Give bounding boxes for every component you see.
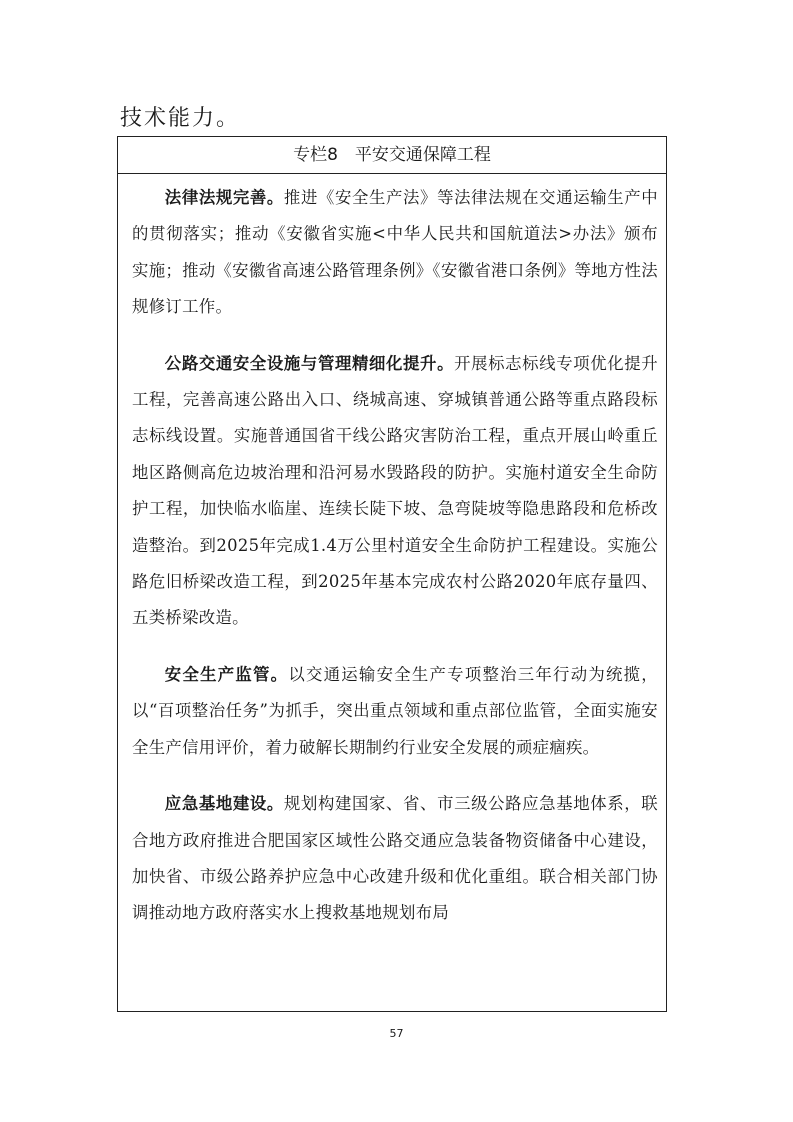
lead-text: 技术能力。 <box>120 106 241 131</box>
paragraph-heading: 应急基地建设。 <box>164 794 284 814</box>
paragraph-text: 推进《安全生产法》等法律法规在交通运输生产中的贯彻落实；推动《安徽省实施<中华人民共和国航道法>办法》颁布实施；推动《安徽省高速公路管理条例》《安徽省港口条例》等地方性法规修订工作。 <box>132 188 658 317</box>
column-body <box>118 174 658 932</box>
paragraph-heading: 安全生产监管。 <box>164 664 289 684</box>
paragraph-road-safety <box>132 346 658 637</box>
paragraph-text: 规划构建国家、省、市三级公路应急基地体系，联合地方政府推进合肥国家区域性公路交通应急装备物资储备中心建设，加快省、市级公路养护应急中心改建升级和优化重组。联合相关部门协调推动地方政府落实水上搜救基地规划布局 <box>132 794 658 923</box>
paragraph-text: 以交通运输安全生产专项整治三年行动为统揽，以“百项整治任务”为抓手，突出重点领域和重点部位监管，全面实施安全生产信用评价，着力破解长期制约行业安全发展的顽症痼疾。 <box>132 664 658 757</box>
page-number: 57 <box>389 1027 404 1040</box>
paragraph-text: 开展标志标线专项优化提升工程，完善高速公路出入口、绕城高速、穿城镇普通公路等重点路段标志标线设置。实施普通国省干线公路灾害防治工程，重点开展山岭重丘地区路侧高危边坡治理和沿河易水毁路段的防护。实施村道安全生命防护工程，加快临水临崖、连续长陡下坡、急弯陡坡等隐患路段和危桥改造整治。到2025年完成1.4万公里村道安全生命防护工程建设。实施公路危旧桥梁改造工程，到2025年基本完成农村公路2020年底存量四、五类桥梁改造。 <box>132 353 658 628</box>
paragraph-heading: 公路交通安全设施与管理精细化提升。 <box>164 353 455 373</box>
paragraph-supervision <box>132 657 658 766</box>
paragraph-emergency-base <box>132 786 658 932</box>
column-title: 专栏8 平安交通保障工程 <box>118 137 666 174</box>
column-box <box>117 136 667 1012</box>
paragraph-laws <box>132 180 658 326</box>
paragraph-heading: 法律法规完善。 <box>164 188 284 207</box>
